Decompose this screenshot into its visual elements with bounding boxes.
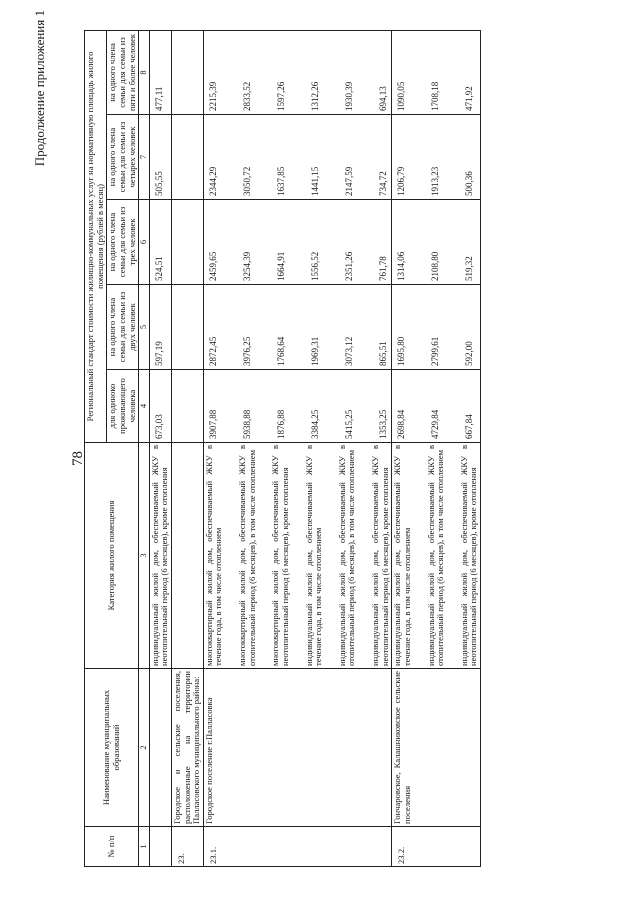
section-row: [392, 30, 481, 866]
column-number: 2: [139, 669, 150, 827]
section-row: [171, 30, 203, 866]
empty-cell: [171, 115, 203, 200]
value-column: 1695,80 2799,61 592,00: [392, 285, 481, 370]
empty-cell: [171, 443, 203, 669]
section-num: 23.: [171, 827, 203, 867]
value-column: 1206,79 1913,23 500,36: [392, 115, 481, 200]
value-column: 2698,84 4729,84 667,84: [392, 370, 481, 443]
column-number: 6: [139, 200, 150, 285]
empty-cell: [171, 285, 203, 370]
header-col-7: на одного члена семьи для семьи из четырех человек: [107, 115, 139, 200]
section-name: Городское поселение г.Палласовка: [203, 669, 392, 827]
header-standard-group: Региональный стандарт стоимости жилищно-коммунальных услуг на нормативную площадь жилого помещения (рублей в месяц): [85, 30, 107, 442]
column-number: 8: [139, 30, 150, 114]
value-column: 2344,29 3050,72 1637,85 1441,15 2147,59 734,72: [203, 115, 392, 200]
value-cell: 505,55: [149, 115, 171, 200]
header-col-5: на одного члена семьи для семьи из двух человек: [107, 285, 139, 370]
row-num: [149, 827, 171, 867]
section-num: 23.2.: [392, 827, 481, 867]
column-number-row: [139, 30, 150, 866]
column-number: 3: [139, 443, 150, 669]
value-column: 2215,39 2833,52 1597,26 1312,26 1930,39 694,13: [203, 30, 392, 114]
section-row: [203, 30, 392, 866]
empty-cell: [171, 200, 203, 285]
housing-cost-standard-table: [84, 30, 481, 867]
value-cell: 477,11: [149, 30, 171, 114]
empty-cell: [171, 370, 203, 443]
value-column: 1090,05 1708,18 471,92: [392, 30, 481, 114]
header-col-4: для одиноко проживающего человека: [107, 370, 139, 443]
row-category: многоквартирный жилой дом, обеспечиваемый ЖКУ в течение года, в том числе отоплением многоквартирный жилой дом, обеспечиваемый ЖКУ в отопительный период (6 месяцев), в том числе отоплением многоквартирный жилой дом, обеспечиваемый ЖКУ в неотопительный период (6 месяцев), кроме отопления индивидуальный жилой дом, обеспечиваемый ЖКУ в течение года, в том числе отоплением индивидуальный жилой дом, обеспечиваемый ЖКУ в отопительный период (6 месяцев), в том числе отоплением индивидуальный жилой дом, обеспечиваемый ЖКУ в неотопительный период (6 месяцев), кроме отопления: [203, 443, 392, 669]
header-category: Категория жилого помещения: [85, 443, 139, 669]
value-column: 1314,06 2108,80 519,32: [392, 200, 481, 285]
page-number: 78: [70, 451, 86, 466]
column-number: 4: [139, 370, 150, 443]
section-num: 23.1.: [203, 827, 392, 867]
column-number: 1: [139, 827, 150, 867]
value-column: 3907,88 5938,88 1876,88 3384,25 5415,25 1353,25: [203, 370, 392, 443]
row-name: [149, 669, 171, 827]
empty-cell: [171, 30, 203, 114]
row-category: индивидуальный жилой дом, обеспечиваемый ЖКУ в неотопительный период (6 месяцев), кроме отопления: [149, 443, 171, 669]
row-category: индивидуальный жилой дом, обеспечиваемый ЖКУ в течение года, в том числе отоплением индивидуальный жилой дом, обеспечиваемый ЖКУ в отопительный период (6 месяцев), в том числе отоплением индивидуальный жилой дом, обеспечиваемый ЖКУ в неотопительный период (6 месяцев), кроме отопления: [392, 443, 481, 669]
value-cell: 597,19: [149, 285, 171, 370]
value-cell: 524,51: [149, 200, 171, 285]
header-name: Наименование муниципальных образований: [85, 669, 139, 827]
section-name: Городское и сельские поселения, расположенные на территории Палласовского муниципального района:: [171, 669, 203, 827]
section-name: Гончаровское, Калашниковское сельские поселения: [392, 669, 481, 827]
value-cell: 673,03: [149, 370, 171, 443]
column-number: 5: [139, 285, 150, 370]
column-number: 7: [139, 115, 150, 200]
value-column: 2872,45 3976,25 1768,64 1969,31 3073,12 865,51: [203, 285, 392, 370]
header-num: № п/п: [85, 827, 139, 867]
header-row-1: [85, 30, 107, 866]
continuation-title: Продолжение приложения 1: [32, 10, 47, 167]
header-col-6: на одного члена семьи для семьи из трех человек: [107, 200, 139, 285]
value-column: 2459,65 3254,39 1664,91 1556,52 2351,26 761,78: [203, 200, 392, 285]
header-col-8: на одного члена семьи для семьи из пяти и более человек: [107, 30, 139, 114]
table-row: [149, 30, 171, 866]
